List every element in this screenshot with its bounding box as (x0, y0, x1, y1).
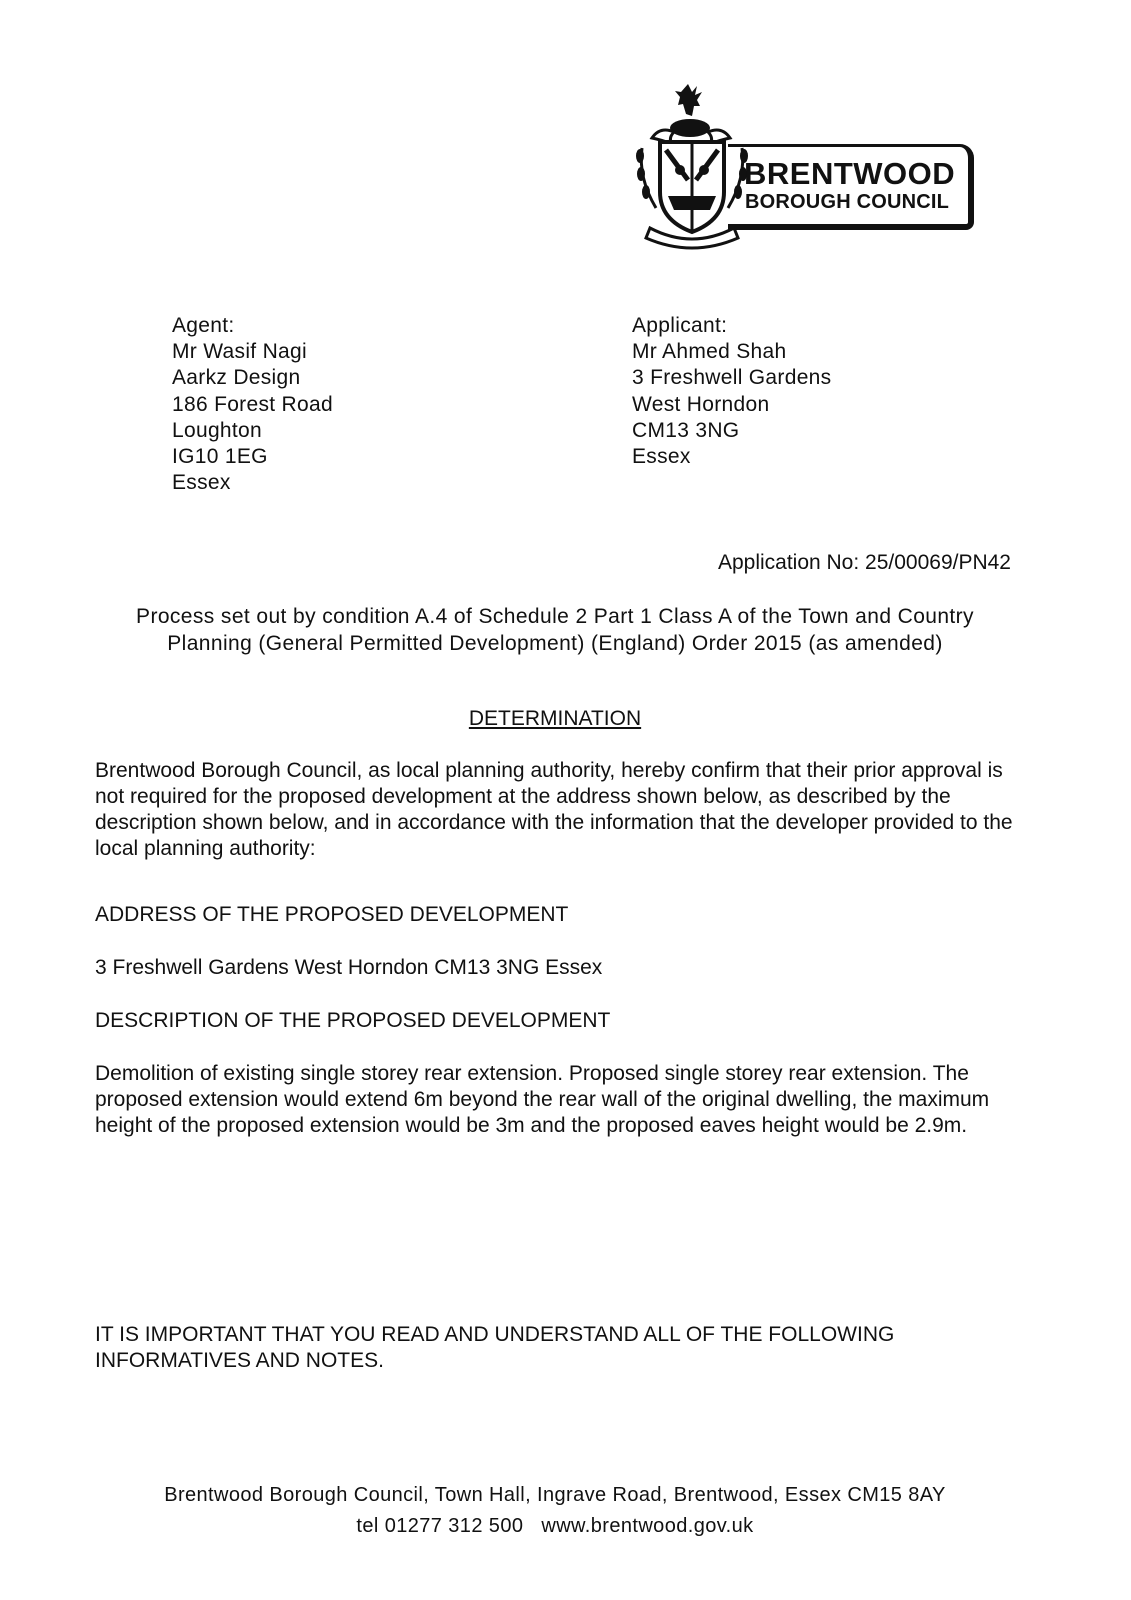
agent-line: Loughton (172, 418, 262, 442)
determination-intro: Brentwood Borough Council, as local planning authority, hereby confirm that their prior approval is not required for the proposed development at the address shown below, as described by the description shown below, and in accordance with the information that the developer provided to the local planning authority: (95, 759, 1013, 860)
agent-label: Agent: (172, 314, 235, 337)
applicant-label: Applicant: (632, 314, 728, 337)
applicant-line: Mr Ahmed Shah (632, 340, 787, 364)
agent-line: Aarkz Design (172, 366, 301, 390)
application-number: Application No: 25/00069/PN42 (717, 551, 1011, 574)
determination-heading (0, 707, 1110, 731)
agent-address-block (172, 313, 333, 496)
description-heading: DESCRIPTION OF THE PROPOSED DEVELOPMENT (95, 1009, 611, 1032)
description-text: Demolition of existing single storey rear extension. Proposed single storey rear extension. The proposed extension would extend 6m beyond the rear wall of the original dwelling, the maximum height of the proposed extension would be 3m and the proposed eaves height would be 2.9m. (95, 1062, 990, 1137)
address-heading: ADDRESS OF THE PROPOSED DEVELOPMENT (95, 903, 569, 926)
process-statement: Process set out by condition A.4 of Schedule 2 Part 1 Class A of the Town and Country Planning (General Permitted Development) (England) Order 2015 (as amended) (136, 605, 974, 655)
logo-subtitle: BOROUGH COUNCIL (745, 191, 950, 213)
agent-line: Essex (172, 471, 231, 495)
agent-line: Mr Wasif Nagi (172, 340, 307, 364)
agent-line: IG10 1EG (172, 445, 268, 469)
footer-contact (0, 1511, 1110, 1541)
agent-line: 186 Forest Road (172, 392, 333, 416)
address-text: 3 Freshwell Gardens West Horndon CM13 3NG Essex (95, 956, 603, 979)
applicant-line: 3 Freshwell Gardens (632, 366, 832, 390)
important-notice: IT IS IMPORTANT THAT YOU READ AND UNDERSTAND ALL OF THE FOLLOWING INFORMATIVES AND NOTES. (95, 1323, 895, 1372)
logo-title: BRENTWOOD (744, 156, 956, 191)
applicant-address-block (632, 313, 831, 470)
council-logo (632, 78, 1002, 253)
applicant-line: West Horndon (632, 392, 770, 416)
determination-heading-text: DETERMINATION (468, 707, 642, 730)
applicant-line: CM13 3NG (632, 418, 740, 442)
applicant-line: Essex (632, 445, 691, 469)
footer-website-link[interactable]: www.brentwood.gov.uk (541, 1515, 754, 1537)
footer-address: Brentwood Borough Council, Town Hall, Ingrave Road, Brentwood, Essex CM15 8AY (164, 1484, 946, 1506)
footer-tel: tel 01277 312 500 (356, 1515, 524, 1537)
